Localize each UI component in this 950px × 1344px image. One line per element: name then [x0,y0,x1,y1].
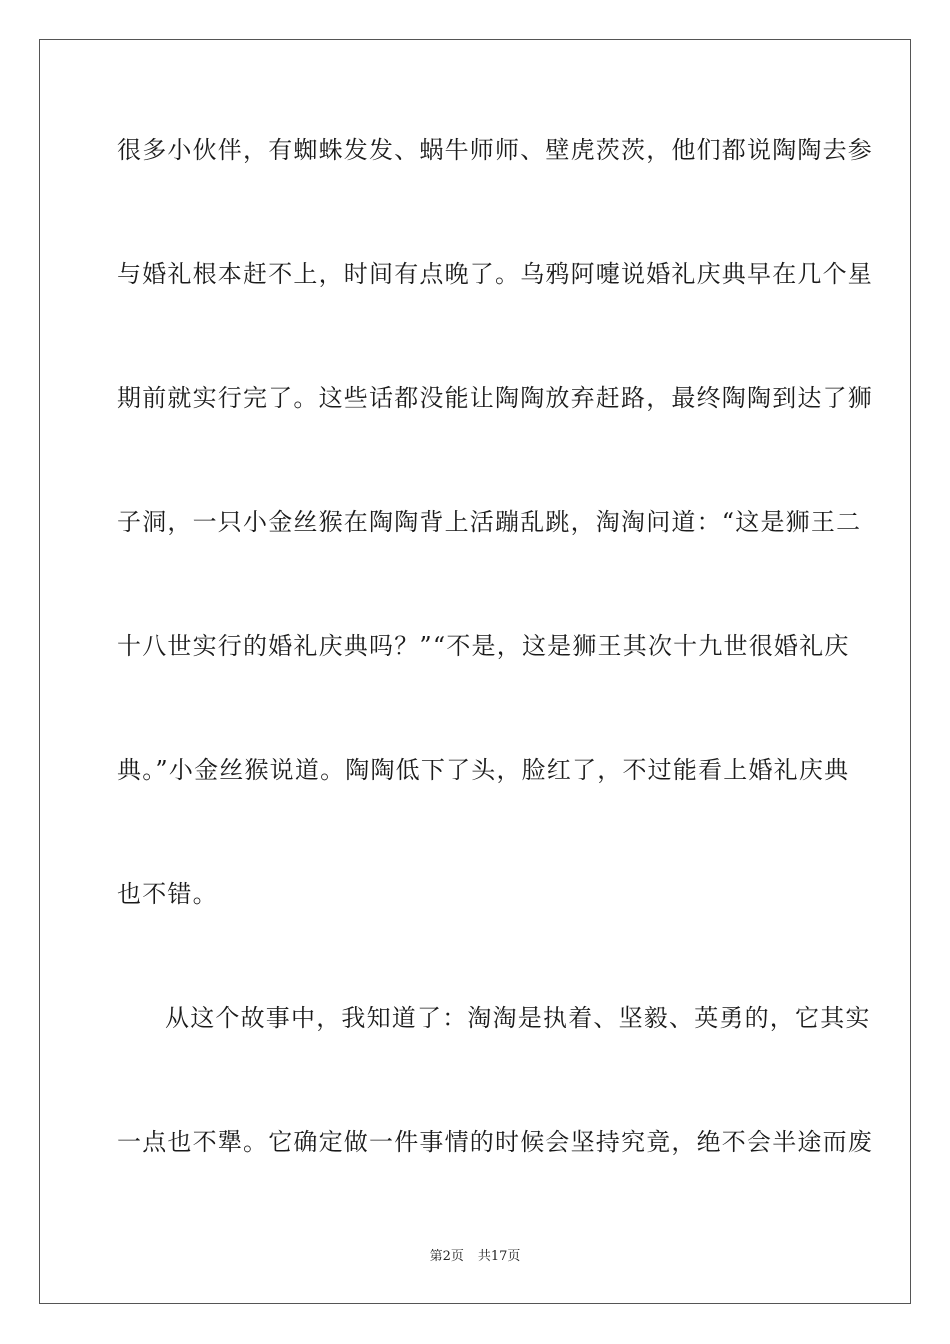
body-text-line: 期前就实行完了。这些话都没能让陶陶放弃赶路，最终陶陶到达了狮 [117,384,873,412]
body-text-line: 一点也不犟。它确定做一件事情的时候会坚持究竟，绝不会半途而废 [117,1128,873,1156]
page-total: 共17页 [477,1249,521,1264]
page-footer [0,1248,950,1266]
page-border [39,39,911,1304]
body-text-line: 与婚礼根本赶不上，时间有点晚了。乌鸦阿嚏说婚礼庆典早在几个星 [117,260,873,288]
paragraph-start-line: 从这个故事中，我知道了：淘淘是执着、坚毅、英勇的，它其实 [165,1004,871,1032]
body-text-line: 典。”小金丝猴说道。陶陶低下了头，脸红了，不过能看上婚礼庆典 [117,756,850,784]
body-text-line: 很多小伙伴，有蜘蛛发发、蜗牛师师、壁虎茨茨，他们都说陶陶去参 [117,136,873,164]
page-number: 第2页 [429,1249,464,1264]
body-text-line: 十八世实行的婚礼庆典吗？”“不是，这是狮王其次十九世很婚礼庆 [117,632,850,660]
body-text-line: 也不错。 [117,880,218,908]
body-text-line: 子洞，一只小金丝猴在陶陶背上活蹦乱跳，淘淘问道：“这是狮王二 [117,508,862,536]
